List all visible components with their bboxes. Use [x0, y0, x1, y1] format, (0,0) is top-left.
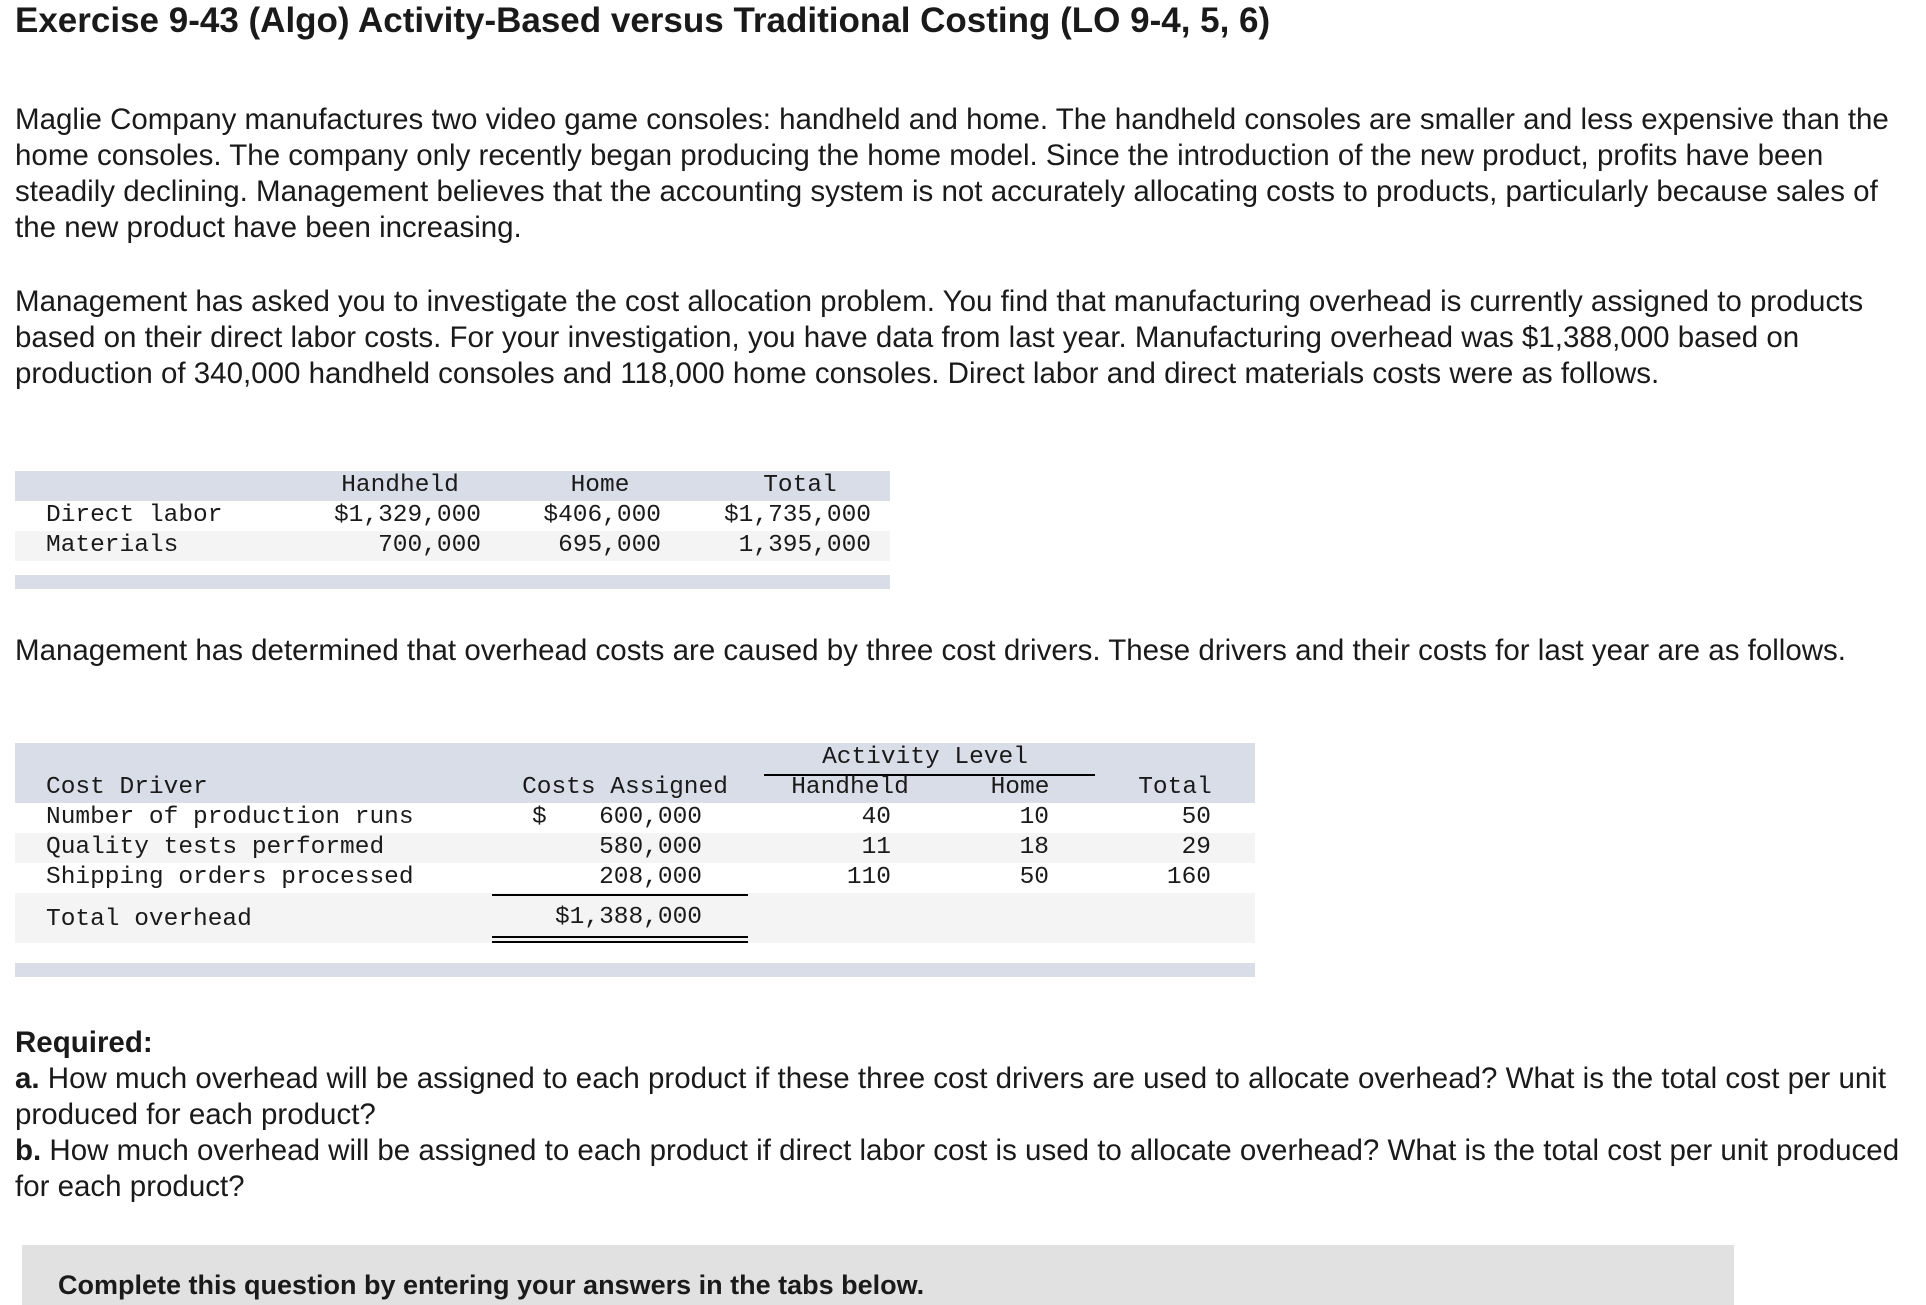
materials-home: 695,000 [558, 532, 661, 559]
part-b-label: b. [15, 1134, 42, 1167]
materials-handheld: 700,000 [378, 532, 481, 559]
dollar-sign: $ [532, 804, 547, 831]
required-part-a [15, 1061, 1915, 1133]
activity-home: 18 [1019, 834, 1049, 861]
col-header-home: Home [990, 774, 1050, 801]
direct-labor-handheld: $1,329,000 [333, 502, 481, 529]
col-header-costs-assigned: Costs Assigned [522, 774, 728, 801]
row-label-direct-labor: Direct labor [46, 502, 223, 529]
col-header-total: Total [1138, 774, 1212, 801]
total-overhead-label: Total overhead [46, 906, 252, 933]
activity-total: 29 [1181, 834, 1211, 861]
driver-label: Number of production runs [46, 804, 414, 831]
double-rule-top [492, 936, 748, 938]
required-heading: Required: [15, 1026, 153, 1059]
cost-assigned: 580,000 [599, 834, 702, 861]
page-title: Exercise 9-43 (Algo) Activity-Based versus Traditional Costing (LO 9-4, 5, 6) [15, 1, 1271, 40]
materials-total: 1,395,000 [738, 532, 871, 559]
instruction-text: Complete this question by entering your answers in the tabs below. [58, 1270, 925, 1300]
col-header-handheld: Handheld [791, 774, 909, 801]
direct-labor-home: $406,000 [543, 502, 661, 529]
instruction-bar [22, 1245, 1734, 1305]
activity-handheld: 110 [846, 864, 891, 891]
col-header-cost-driver: Cost Driver [46, 774, 208, 801]
row-label-materials: Materials [46, 532, 179, 559]
total-overhead-value: $1,388,000 [554, 904, 702, 931]
part-b-text: How much overhead will be assigned to each product if direct labor cost is used to allocate overhead? What is the total cost per unit produced for each product? [15, 1134, 1900, 1203]
activity-handheld: 11 [861, 834, 891, 861]
activity-home: 10 [1019, 804, 1049, 831]
cost-drivers-paragraph: Management has determined that overhead costs are caused by three cost drivers. These drivers and their costs for last year are as follows. [15, 634, 1847, 667]
activity-home: 50 [1019, 864, 1049, 891]
driver-label: Shipping orders processed [46, 864, 414, 891]
activity-level-header: Activity Level [822, 744, 1028, 771]
col-header-handheld: Handheld [341, 472, 459, 499]
direct-labor-total: $1,735,000 [723, 502, 871, 529]
activity-total: 50 [1181, 804, 1211, 831]
activity-total: 160 [1166, 864, 1211, 891]
driver-label: Quality tests performed [46, 834, 385, 861]
labor-materials-table [15, 471, 890, 591]
required-part-b [15, 1133, 1915, 1205]
cost-assigned: 208,000 [599, 864, 702, 891]
col-header-home: Home [570, 472, 630, 499]
intro-paragraph: Maglie Company manufactures two video game consoles: handheld and home. The handheld consoles are smaller and less expensive than the home consoles. The company only recently began producing the home model. Since the introduction of the new product, profits have been steadily declining. Management believes that the accounting system is not accurately allocating costs to products, particularly because sales of the new product have been increasing. [15, 103, 1889, 244]
subtotal-rule [492, 894, 748, 896]
col-header-total: Total [763, 472, 837, 499]
required-section [15, 1025, 1915, 1205]
cost-driver-table [15, 743, 1255, 983]
part-a-label: a. [15, 1062, 40, 1095]
double-rule-bottom [492, 941, 748, 943]
part-a-text: How much overhead will be assigned to each product if these three cost drivers are used to allocate overhead? What is the total cost per unit produced for each product? [15, 1062, 1887, 1131]
cost-assigned: 600,000 [599, 804, 702, 831]
activity-handheld: 40 [861, 804, 891, 831]
investigation-paragraph: Management has asked you to investigate the cost allocation problem. You find that manufacturing overhead is currently assigned to products based on their direct labor costs. For your investigation, you have data from last year. Manufacturing overhead was $1,388,000 based on production of 340,000 handheld consoles and 118,000 home consoles. Direct labor and direct materials costs were as follows. [15, 285, 1864, 390]
